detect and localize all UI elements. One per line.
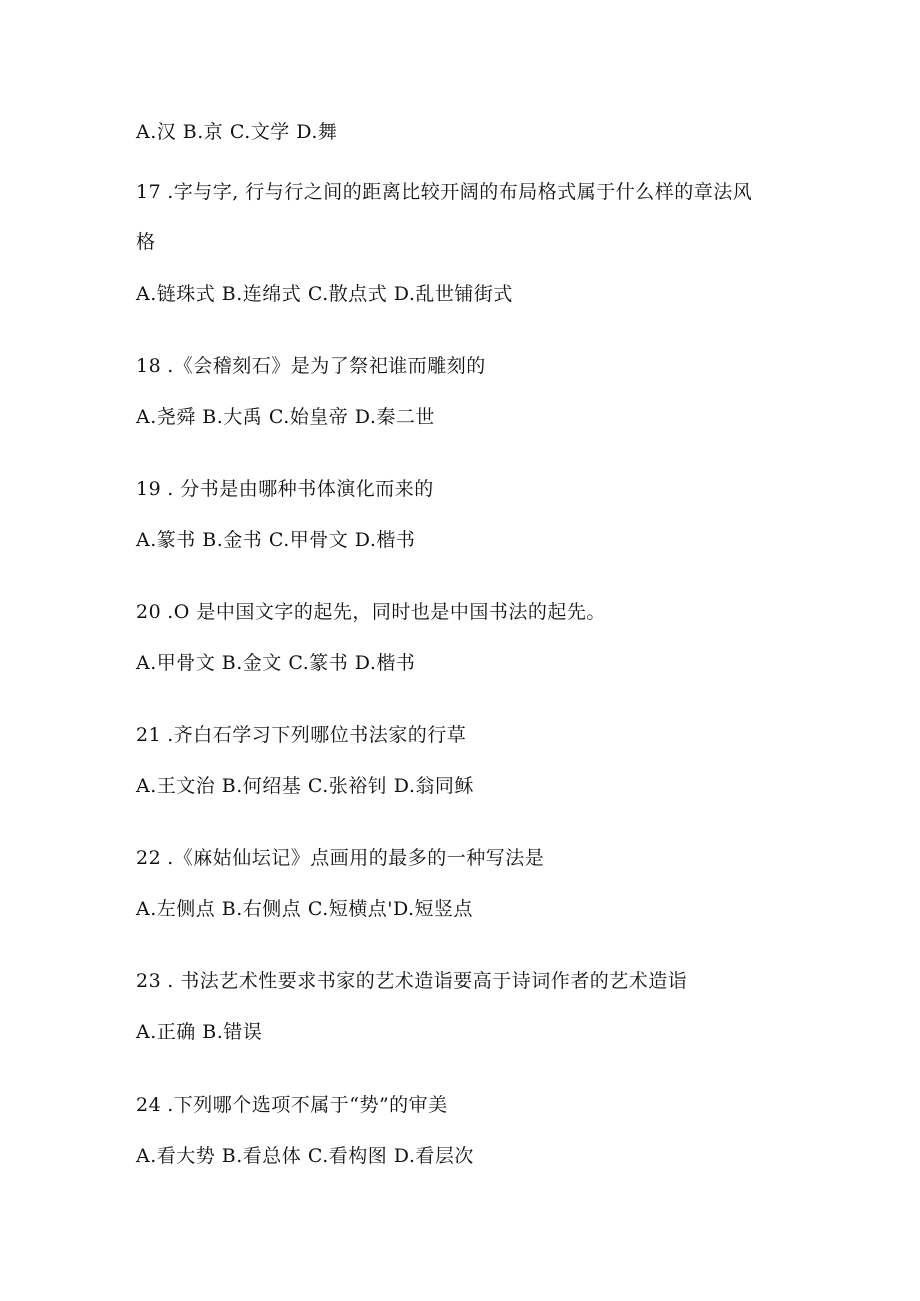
question-text: .《麻姑仙坛记》点画用的最多的一种写法是 xyxy=(167,847,545,869)
answer-options-20: A.甲骨文 B.金文 C.篆书 D.楷书 xyxy=(136,652,416,674)
question-text: .《会稽刻石》是为了祭祀谁而雕刻的 xyxy=(167,355,486,377)
question-17 xyxy=(136,180,752,204)
answer-options-23: A.正确 B.错误 xyxy=(136,1021,263,1043)
question-18 xyxy=(136,354,486,378)
question-number: 21 xyxy=(136,724,162,746)
question-number: 18 xyxy=(136,355,162,377)
answer-options-21: A.王文治 B.何绍基 C.张裕钊 D.翁同稣 xyxy=(136,775,474,797)
question-text: . 书法艺术性要求书家的艺术造诣要高于诗词作者的艺术造诣 xyxy=(167,970,688,992)
answer-options-18: A.尧舜 B.大禹 C.始皇帝 D.秦二世 xyxy=(136,406,435,428)
question-21 xyxy=(136,723,466,747)
question-text: .字与字, 行与行之间的距离比较开阔的布局格式属于什么样的章法风 xyxy=(167,181,753,203)
question-number: 19 xyxy=(136,478,162,500)
question-number: 23 xyxy=(136,970,162,992)
question-text: .齐白石学习下列哪位书法家的行草 xyxy=(167,724,467,746)
question-20 xyxy=(136,600,606,624)
answer-options-16: A.汉 B.京 C.文学 D.舞 xyxy=(136,121,338,143)
question-number: 22 xyxy=(136,847,162,869)
question-number: 20 xyxy=(136,601,162,623)
answer-options-22: A.左侧点 B.右侧点 C.短横点'D.短竖点 xyxy=(136,898,474,920)
answer-options-19: A.篆书 B.金书 C.甲骨文 D.楷书 xyxy=(136,529,416,551)
question-22 xyxy=(136,846,544,870)
question-19 xyxy=(136,477,434,501)
question-number: 24 xyxy=(136,1094,162,1116)
answer-options-24: A.看大势 B.看总体 C.看构图 D.看层次 xyxy=(136,1145,474,1167)
question-17-continuation: 格 xyxy=(136,231,156,253)
question-24 xyxy=(136,1093,448,1117)
question-text: .下列哪个选项不属于“势”的审美 xyxy=(167,1094,448,1116)
answer-options-17: A.链珠式 B.连绵式 C.散点式 D.乱世铺街式 xyxy=(136,283,513,305)
question-text: .O 是中国文字的起先，同时也是中国书法的起先。 xyxy=(167,601,606,623)
question-23 xyxy=(136,969,687,993)
question-text: . 分书是由哪种书体演化而来的 xyxy=(167,478,434,500)
question-number: 17 xyxy=(136,181,162,203)
